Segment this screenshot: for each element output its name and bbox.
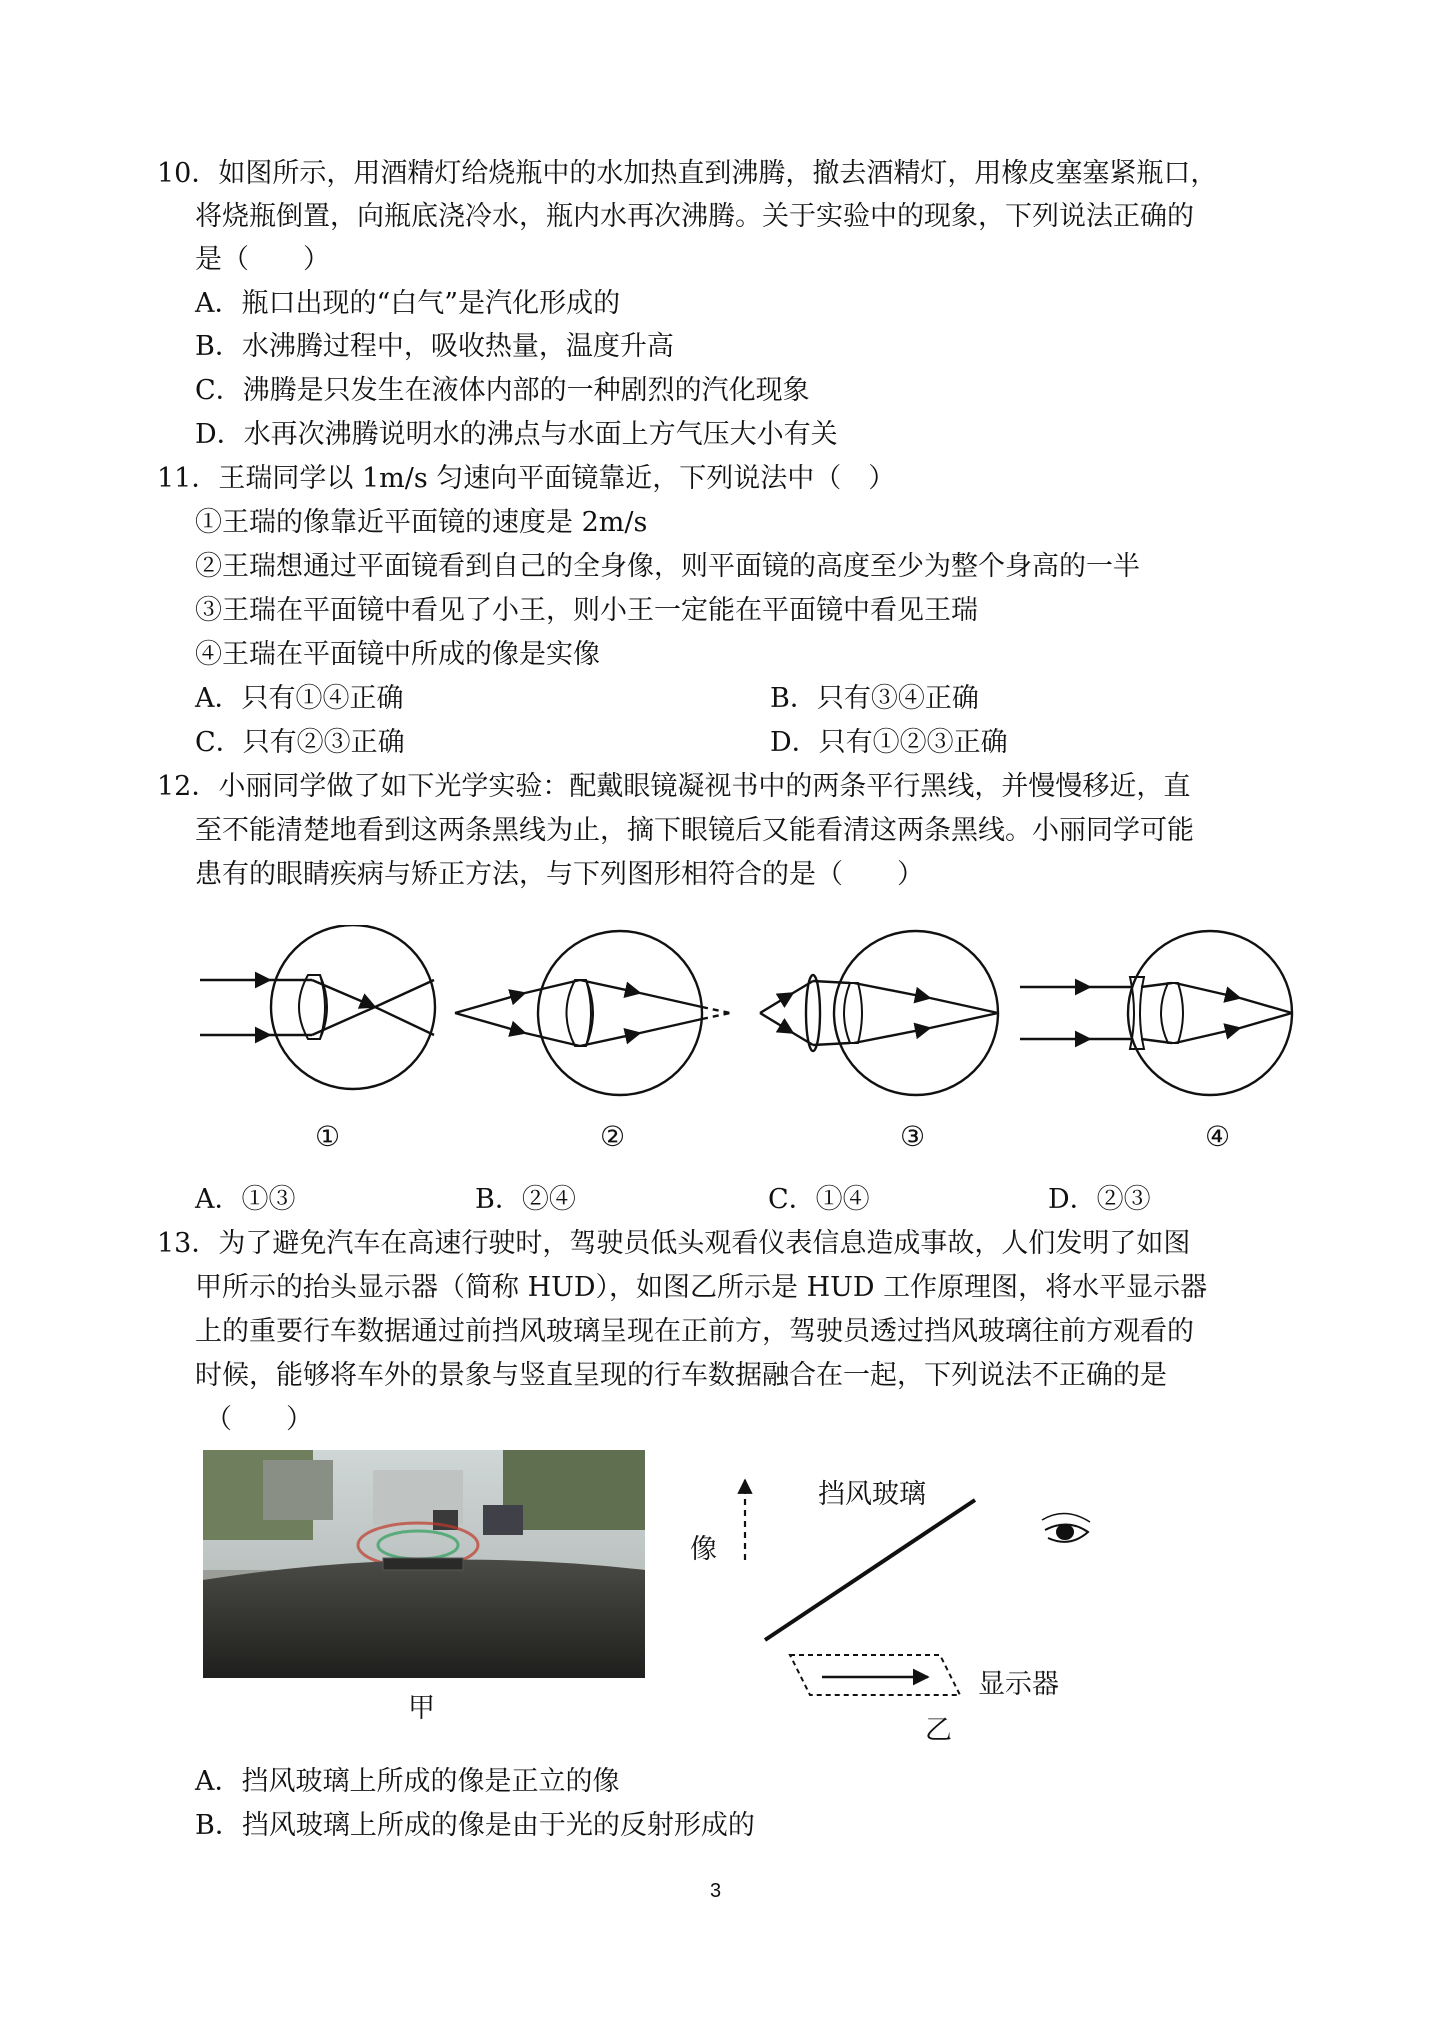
q11-statement-3: ③王瑞在平面镜中看见了小王，则小王一定能在平面镜中看见王瑞 — [195, 595, 978, 626]
q11-option-d: D．只有①②③正确 — [770, 727, 1008, 758]
fig-yi-caption: 乙 — [925, 1715, 952, 1746]
figure-label-4: ④ — [1205, 1120, 1231, 1153]
eye-diagrams-figure — [190, 925, 1320, 1160]
q10-line-2: 将烧瓶倒置，向瓶底浇冷水，瓶内水再次沸腾。关于实验中的现象，下列说法正确的 — [195, 201, 1194, 232]
q12-line-2: 至不能清楚地看到这两条黑线为止，摘下眼镜后又能看清这两条黑线。小丽同学可能 — [195, 815, 1194, 846]
eye-icon — [1042, 1513, 1090, 1541]
q11-statement-1: ①王瑞的像靠近平面镜的速度是 2m/s — [195, 507, 648, 538]
q13-line-3: 上的重要行车数据通过前挡风玻璃呈现在正前方，驾驶员透过挡风玻璃往前方观看的 — [195, 1316, 1194, 1347]
eye-diagram-2 — [455, 931, 730, 1095]
windshield-label: 挡风玻璃 — [818, 1479, 926, 1510]
q13-option-b: B．挡风玻璃上所成的像是由于光的反射形成的 — [195, 1810, 755, 1841]
q13-line-4: 时候，能够将车外的景象与竖直呈现的行车数据融合在一起，下列说法不正确的是 — [195, 1360, 1167, 1391]
q10-option-a: A．瓶口出现的“白气”是汽化形成的 — [195, 288, 621, 319]
q10-option-c: C．沸腾是只发生在液体内部的一种剧烈的汽化现象 — [195, 375, 810, 406]
q13-line-2: 甲所示的抬头显示器（简称 HUD），如图乙所示是 HUD 工作原理图，将水平显示器 — [195, 1272, 1208, 1303]
q13-line-5: （ ） — [205, 1404, 313, 1435]
fig-jia-label: 甲 — [408, 1693, 435, 1724]
page-number: 3 — [709, 1880, 722, 1902]
q11-statement-4: ④王瑞在平面镜中所成的像是实像 — [195, 639, 600, 670]
q11-statement-2: ②王瑞想通过平面镜看到自己的全身像，则平面镜的高度至少为整个身高的一半 — [195, 551, 1140, 582]
q12-line-3: 患有的眼睛疾病与矫正方法，与下列图形相符合的是（ ） — [195, 859, 924, 890]
eye-diagram-1 — [200, 925, 435, 1089]
display-label: 显示器 — [978, 1669, 1059, 1700]
q12-option-a: A．①③ — [195, 1184, 296, 1215]
q10-option-d: D．水再次沸腾说明水的沸点与水面上方气压大小有关 — [195, 419, 838, 450]
q12-option-c: C．①④ — [768, 1184, 870, 1215]
figure-label-2: ② — [600, 1120, 626, 1153]
q12-line-1: 12．小丽同学做了如下光学实验：配戴眼镜凝视书中的两条平行黑线，并慢慢移近，直 — [157, 771, 1191, 802]
display-plane — [790, 1655, 960, 1695]
eye-diagram-3 — [760, 931, 998, 1095]
image-label: 像 — [690, 1534, 717, 1565]
q11-option-c: C．只有②③正确 — [195, 727, 405, 758]
q12-option-b: B．②④ — [475, 1184, 576, 1215]
q10-option-b: B．水沸腾过程中，吸收热量，温度升高 — [195, 331, 674, 362]
q11-option-a: A．只有①④正确 — [195, 683, 404, 714]
hud-photo — [203, 1450, 645, 1678]
q11-option-b: B．只有③④正确 — [770, 683, 979, 714]
q10-line-3: 是（ ） — [195, 244, 330, 275]
windshield-line — [765, 1500, 975, 1640]
figure-label-3: ③ — [900, 1120, 926, 1153]
figure-label-1: ① — [315, 1120, 341, 1153]
q10-line-1: 10．如图所示，用酒精灯给烧瓶中的水加热直到沸腾，撤去酒精灯，用橡皮塞塞紧瓶口， — [157, 158, 1218, 189]
q12-option-d: D．②③ — [1048, 1184, 1151, 1215]
eye-diagram-4 — [1020, 931, 1292, 1095]
q13-option-a: A．挡风玻璃上所成的像是正立的像 — [195, 1766, 620, 1797]
q11-line-1: 11．王瑞同学以 1m/s 匀速向平面镜靠近，下列说法中（ ） — [157, 463, 896, 494]
q13-line-1: 13．为了避免汽车在高速行驶时，驾驶员低头观看仪表信息造成事故，人们发明了如图 — [157, 1228, 1191, 1259]
